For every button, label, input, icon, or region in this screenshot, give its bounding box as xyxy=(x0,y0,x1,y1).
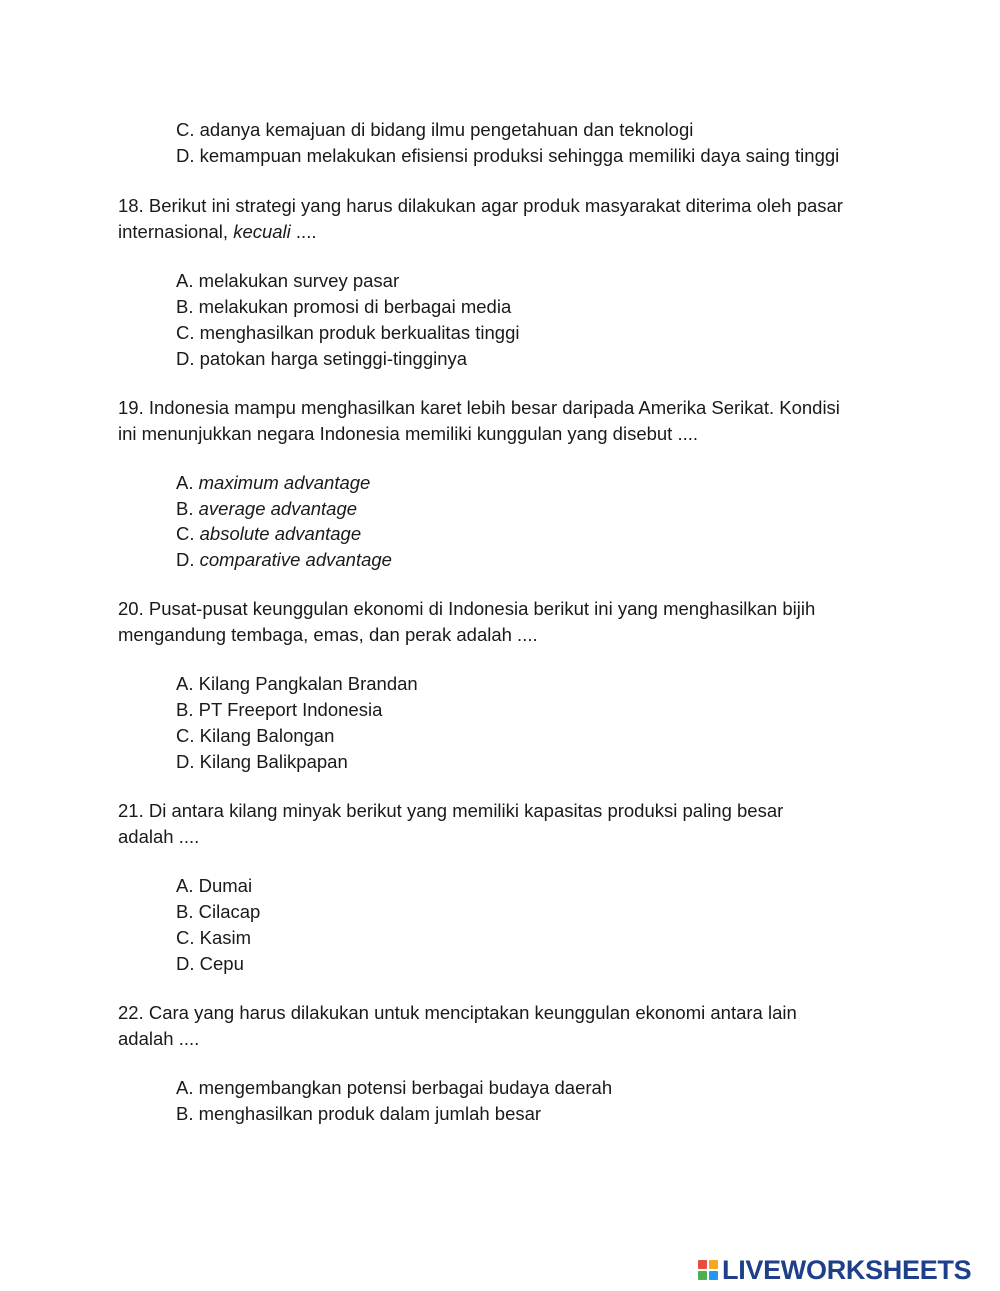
question-number: 22. xyxy=(118,1002,144,1023)
option-text: comparative advantage xyxy=(199,549,392,570)
question-20-text-line2: mengandung tembaga, emas, dan perak adalah .... xyxy=(118,624,538,645)
option-text: patokan harga setinggi-tingginya xyxy=(199,348,468,369)
option-letter: A. xyxy=(176,1077,194,1098)
option-letter: D. xyxy=(176,145,195,166)
option-22-b[interactable] xyxy=(176,1101,541,1127)
option-letter: A. xyxy=(176,270,194,291)
option-18-b[interactable] xyxy=(176,294,511,320)
option-text: Dumai xyxy=(198,875,253,896)
option-letter: C. xyxy=(176,523,195,544)
option-text: Kilang Balikpapan xyxy=(199,751,348,772)
option-text: menghasilkan produk dalam jumlah besar xyxy=(198,1103,542,1124)
logo-block xyxy=(698,1260,707,1269)
option-21-b[interactable] xyxy=(176,899,260,925)
option-17-d[interactable] xyxy=(176,143,839,169)
option-20-c[interactable] xyxy=(176,723,334,749)
logo-block xyxy=(698,1271,707,1280)
emphasis-kecuali: kecuali xyxy=(233,221,291,242)
question-21-text-line2: adalah .... xyxy=(118,826,200,847)
option-20-b[interactable] xyxy=(176,697,382,723)
option-text: kemampuan melakukan efisiensi produksi sehingga memiliki daya saing tinggi xyxy=(199,145,840,166)
option-text: menghasilkan produk berkualitas tinggi xyxy=(199,322,520,343)
option-letter: D. xyxy=(176,348,195,369)
option-18-d[interactable] xyxy=(176,346,467,372)
option-letter: D. xyxy=(176,549,195,570)
option-letter: C. xyxy=(176,322,195,343)
option-text: Cilacap xyxy=(198,901,261,922)
option-19-d[interactable] xyxy=(176,547,392,573)
option-19-b[interactable] xyxy=(176,496,357,522)
option-letter: A. xyxy=(176,472,194,493)
liveworksheets-logo xyxy=(698,1254,971,1286)
option-text: Kilang Balongan xyxy=(199,725,335,746)
option-20-a[interactable] xyxy=(176,671,418,697)
option-letter: B. xyxy=(176,1103,194,1124)
option-letter: B. xyxy=(176,699,194,720)
option-letter: B. xyxy=(176,901,194,922)
option-22-a[interactable] xyxy=(176,1075,612,1101)
option-text: Kilang Pangkalan Brandan xyxy=(198,673,418,694)
logo-block xyxy=(709,1260,718,1269)
question-number: 20. xyxy=(118,598,144,619)
option-text: Cepu xyxy=(199,953,244,974)
brand-name: LIVEWORKSHEETS xyxy=(722,1254,972,1285)
option-letter: D. xyxy=(176,953,195,974)
option-text: maximum advantage xyxy=(198,472,371,493)
option-19-a[interactable] xyxy=(176,470,370,496)
option-letter: A. xyxy=(176,673,194,694)
option-letter: D. xyxy=(176,751,195,772)
option-20-d[interactable] xyxy=(176,749,348,775)
option-letter: B. xyxy=(176,296,194,317)
question-22-text: 22. Cara yang harus dilakukan untuk menciptakan keunggulan ekonomi antara lain xyxy=(118,1002,797,1023)
option-text: melakukan survey pasar xyxy=(198,270,400,291)
option-letter: C. xyxy=(176,119,195,140)
option-text: adanya kemajuan di bidang ilmu pengetahuan dan teknologi xyxy=(199,119,694,140)
question-18-text-line2: internasional, kecuali .... xyxy=(118,221,317,242)
option-18-c[interactable] xyxy=(176,320,519,346)
option-letter: C. xyxy=(176,725,195,746)
option-text: PT Freeport Indonesia xyxy=(198,699,383,720)
option-21-a[interactable] xyxy=(176,873,252,899)
option-19-c[interactable] xyxy=(176,521,361,547)
question-20-text: 20. Pusat-pusat keunggulan ekonomi di Indonesia berikut ini yang menghasilkan bijih xyxy=(118,598,816,619)
question-22-text-line2: adalah .... xyxy=(118,1028,200,1049)
option-text: melakukan promosi di berbagai media xyxy=(198,296,512,317)
option-text: Kasim xyxy=(199,927,252,948)
option-21-d[interactable] xyxy=(176,951,244,977)
option-17-c[interactable] xyxy=(176,117,693,143)
option-18-a[interactable] xyxy=(176,268,399,294)
question-number: 18. xyxy=(118,195,144,216)
option-text: absolute advantage xyxy=(199,523,362,544)
option-letter: C. xyxy=(176,927,195,948)
option-text: mengembangkan potensi berbagai budaya daerah xyxy=(198,1077,613,1098)
option-letter: A. xyxy=(176,875,194,896)
question-number: 21. xyxy=(118,800,144,821)
question-number: 19. xyxy=(118,397,144,418)
question-19-text-line2: ini menunjukkan negara Indonesia memiliki kunggulan yang disebut .... xyxy=(118,423,699,444)
logo-block xyxy=(709,1271,718,1280)
option-21-c[interactable] xyxy=(176,925,251,951)
question-21-text: 21. Di antara kilang minyak berikut yang memiliki kapasitas produksi paling besar xyxy=(118,800,784,821)
logo-blocks-icon xyxy=(698,1260,718,1280)
option-letter: B. xyxy=(176,498,194,519)
question-18-text: 18. Berikut ini strategi yang harus dilakukan agar produk masyarakat diterima oleh pasar xyxy=(118,195,843,216)
option-text: average advantage xyxy=(198,498,358,519)
question-19-text: 19. Indonesia mampu menghasilkan karet lebih besar daripada Amerika Serikat. Kondisi xyxy=(118,397,840,418)
